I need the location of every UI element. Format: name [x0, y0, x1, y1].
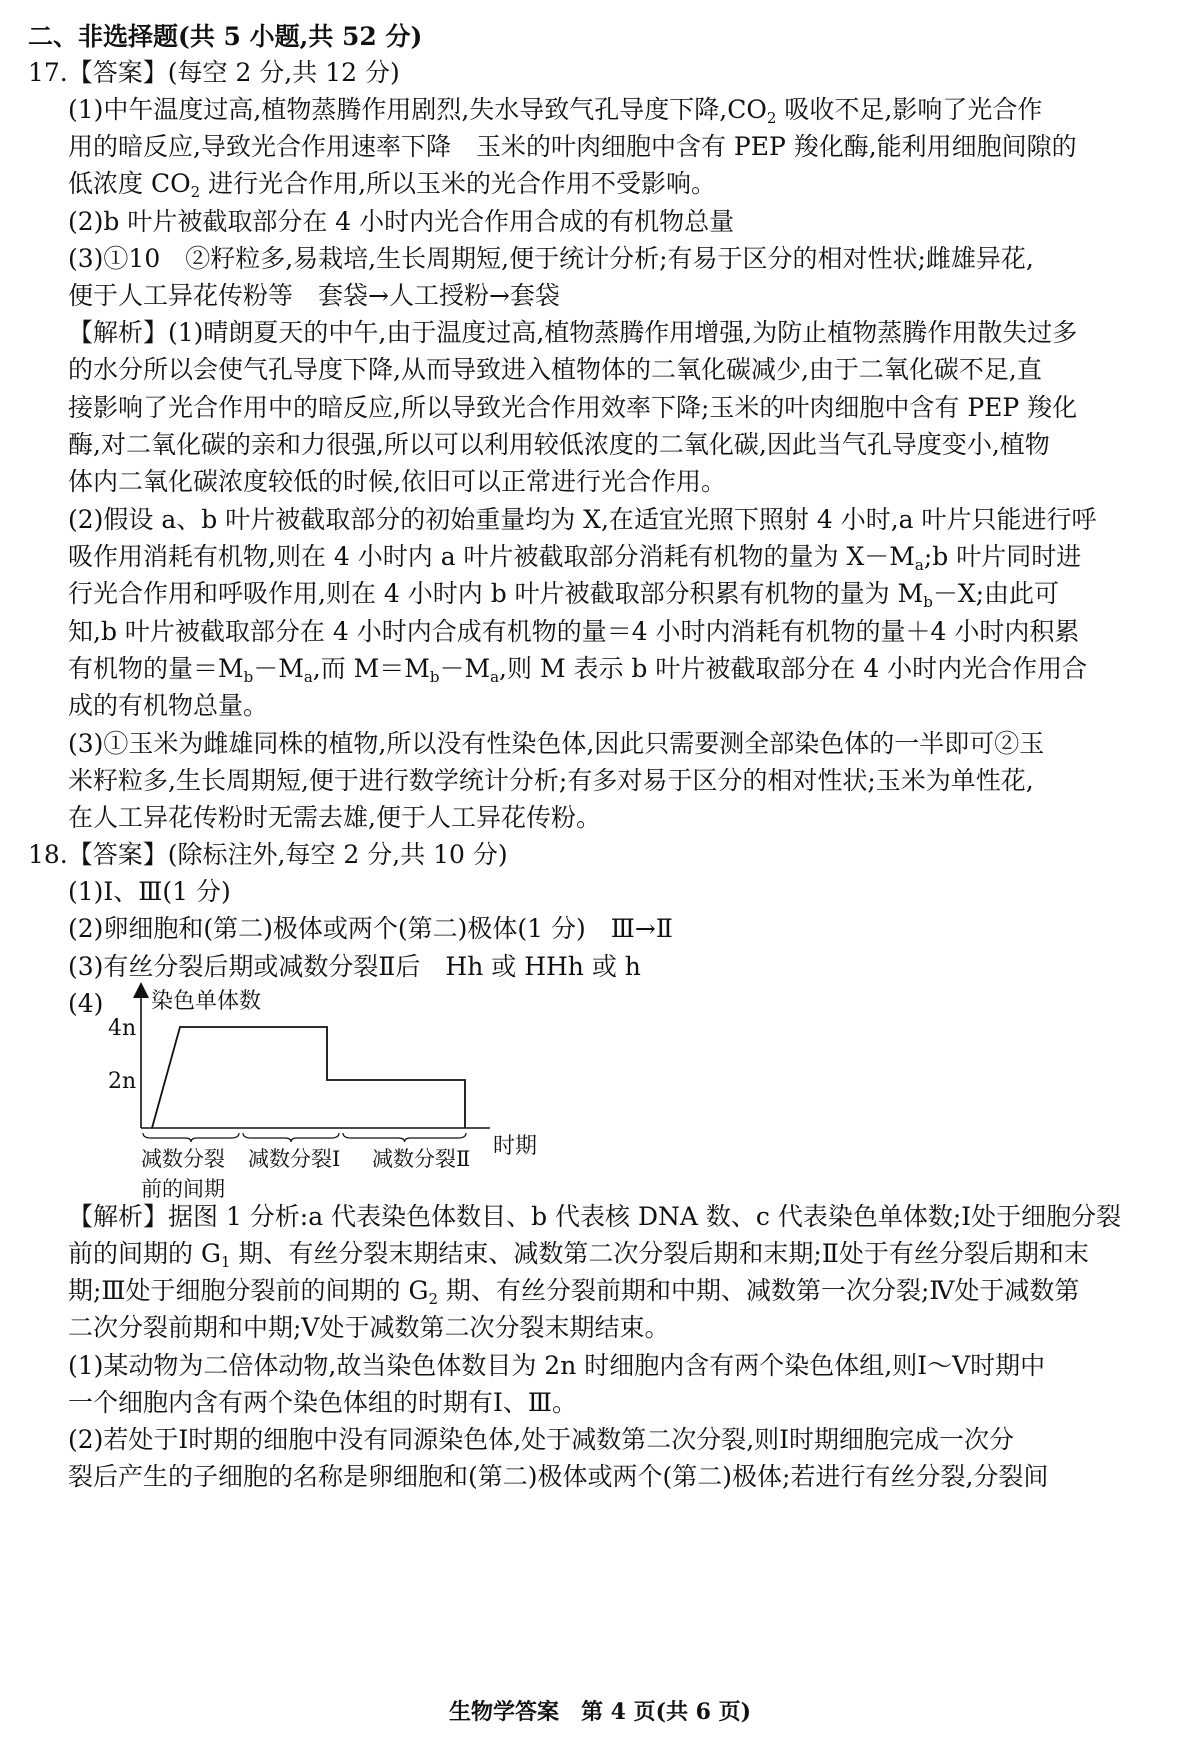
- q18-answer-line: (1)Ⅰ、Ⅲ(1 分): [68, 877, 231, 906]
- x-axis-label: 时期: [493, 1134, 538, 1159]
- q18-explain-line: 前的间期的 $G_1$ 期、有丝分裂末期结束、减数第二次分裂后期和末期;Ⅱ处于有丝分裂后期和末: [68, 1239, 1089, 1271]
- q17-answer-line: 便于人工异花传粉等 套袋→人工授粉→套袋: [68, 281, 560, 310]
- q18-explain-line: (2)若处于Ⅰ时期的细胞中没有同源染色体,处于减数第二次分裂,则Ⅰ时期细胞完成一次分: [68, 1425, 1015, 1454]
- y-tick-label: 4n: [108, 1016, 137, 1041]
- q17-explain-line: 吸作用消耗有机物,则在 4 小时内 a 叶片被截取部分消耗有机物的量为 $X-M_a;b$ 叶片同时进: [68, 542, 1082, 574]
- q18-explain-line: 一个细胞内含有两个染色体组的时期有Ⅰ、Ⅲ。: [68, 1388, 577, 1417]
- x-category-label: 前的间期: [141, 1177, 225, 1201]
- q17-header: 17.【答案】(每空 2 分,共 12 分): [28, 58, 400, 87]
- q17-explain-line: 在人工异花传粉时无需去雄,便于人工异花传粉。: [68, 803, 601, 832]
- q17-explain-line: 有机物的量$=M_b-M_a$,而 $M=M_b-M_a$,则 M 表示 b 叶片被截取部分在 4 小时内光合作用合: [68, 654, 1088, 686]
- y-tick-label: 2n: [108, 1069, 137, 1094]
- q17-explain-line: 米籽粒多,生长周期短,便于进行数学统计分析;有多对易于区分的相对性状;玉米为单性花,: [68, 766, 1034, 795]
- q17-explain-line: 接影响了光合作用中的暗反应,所以导致光合作用效率下降;玉米的叶肉细胞中含有 PEP 羧化: [68, 393, 1078, 422]
- section-heading: 二、非选择题(共 5 小题,共 52 分): [28, 22, 423, 51]
- q18-header: 18.【答案】(除标注外,每空 2 分,共 10 分): [28, 840, 508, 869]
- q17-explain-line: 知,b 叶片被截取部分在 4 小时内合成有机物的量＝4 小时内消耗有机物的量＋4 小时内积累: [68, 617, 1080, 646]
- q17-answer-line: 用的暗反应,导致光合作用速率下降 玉米的叶肉细胞中含有 PEP 羧化酶,能利用细胞间隙的: [68, 132, 1077, 161]
- q18-explain-line: 【解析】据图 1 分析:a 代表染色体数目、b 代表核 DNA 数、c 代表染色单体数;Ⅰ处于细胞分裂: [68, 1202, 1122, 1231]
- q18-explain-line: (1)某动物为二倍体动物,故当染色体数目为 2n 时细胞内含有两个染色体组,则Ⅰ～Ⅴ时期中: [68, 1351, 1046, 1380]
- q17-explain-line: 行光合作用和呼吸作用,则在 4 小时内 b 叶片被截取部分积累有机物的量为 $M_b-X$;由此可: [68, 579, 1060, 611]
- q18-explain-line: 二次分裂前期和中期;Ⅴ处于减数第二次分裂末期结束。: [68, 1313, 670, 1342]
- stage-brace: [243, 1133, 339, 1142]
- y-axis-label: 染色单体数: [151, 989, 262, 1014]
- x-category-label: 减数分裂Ⅱ: [372, 1147, 471, 1171]
- q18-answer-line: (3)有丝分裂后期或减数分裂Ⅱ后 Hh 或 HHh 或 h: [68, 952, 641, 981]
- stage-brace: [343, 1133, 466, 1142]
- stage-brace: [143, 1133, 239, 1142]
- q18-explain-line: 裂后产生的子细胞的名称是卵细胞和(第二)极体或两个(第二)极体;若进行有丝分裂,分裂间: [68, 1462, 1049, 1491]
- q17-answer-line: (1)中午温度过高,植物蒸腾作用剧烈,失水导致气孔导度下降$,CO_2$ 吸收不足,影响了光合作: [68, 95, 1043, 127]
- q17-explain-line: 成的有机物总量。: [68, 691, 269, 720]
- q18-answer-line: (4): [68, 989, 104, 1018]
- page-footer: 生物学答案 第 4 页(共 6 页): [448, 1699, 752, 1725]
- q17-answer-line: 低浓度 $CO_2$ 进行光合作用,所以玉米的光合作用不受影响。: [68, 169, 717, 201]
- q17-explain-line: 【解析】(1)晴朗夏天的中午,由于温度过高,植物蒸腾作用增强,为防止植物蒸腾作用散失过多: [68, 318, 1078, 347]
- q17-explain-line: (3)①玉米为雌雄同株的植物,所以没有性染色体,因此只需要测全部染色体的一半即可②玉: [68, 729, 1045, 758]
- q17-explain-line: (2)假设 a、b 叶片被截取部分的初始重量均为 X,在适宜光照下照射 4 小时,a 叶片只能进行呼: [68, 505, 1097, 534]
- q18-explain-line: 期;Ⅲ处于细胞分裂前的间期的 $G_2$ 期、有丝分裂前期和中期、减数第一次分裂;Ⅳ处于减数第: [68, 1276, 1080, 1308]
- q17-explain-line: 的水分所以会使气孔导度下降,从而导致进入植物体的二氧化碳减少,由于二氧化碳不足,直: [68, 355, 1042, 384]
- q17-explain-line: 体内二氧化碳浓度较低的时候,依旧可以正常进行光合作用。: [68, 467, 726, 496]
- series-line: [152, 1027, 465, 1128]
- q18-answer-line: (2)卵细胞和(第二)极体或两个(第二)极体(1 分) Ⅲ→Ⅱ: [68, 914, 673, 943]
- x-category-label: 减数分裂: [141, 1147, 225, 1171]
- q17-answer-line: (2)b 叶片被截取部分在 4 小时内光合作用合成的有机物总量: [68, 207, 735, 236]
- x-category-label: 减数分裂Ⅰ: [248, 1147, 341, 1171]
- q17-explain-line: 酶,对二氧化碳的亲和力很强,所以可以利用较低浓度的二氧化碳,因此当气孔导度变小,植物: [68, 430, 1050, 459]
- q17-answer-line: (3)①10 ②籽粒多,易栽培,生长周期短,便于统计分析;有易于区分的相对性状;雌雄异花,: [68, 244, 1034, 273]
